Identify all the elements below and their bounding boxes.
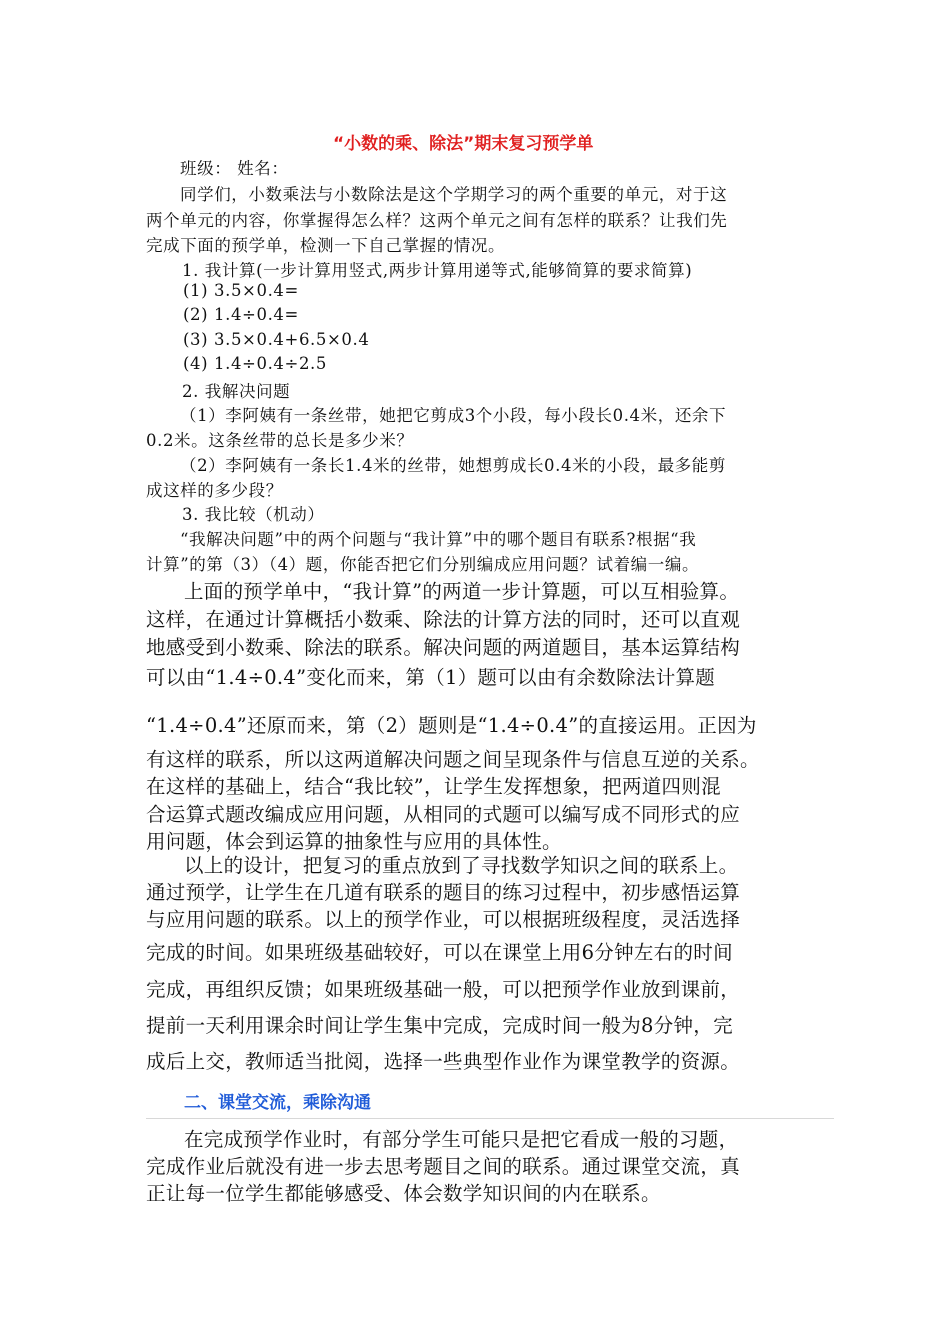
q2-line: 成这样的多少段？ [146,481,283,500]
q3-line: “我解决问题”中的两个问题与“我计算”中的哪个题目有联系?根据“我 [180,530,697,549]
q2-line: 0.2米。这条丝带的总长是多少米？ [146,431,414,450]
body-line: 提前一天利用课余时间让学生集中完成，完成时间一般为8分钟，完 [146,1014,733,1037]
body-line: 可以由“1.4÷0.4”变化而来，第（1）题可以由有余数除法计算题 [146,666,716,689]
q2-line: （2）李阿姨有一条长1.4米的丝带，她想剪成长0.4米的小段，最多能剪 [180,456,726,475]
body-line: 正让每一位学生都能够感受、体会数学知识间的内在联系。 [146,1182,661,1205]
intro-line: 完成下面的预学单，检测一下自己掌握的情况。 [146,236,506,255]
body-line: 地感受到小数乘、除法的联系。解决问题的两道题目，基本运算结构 [146,636,741,659]
intro-line: 两个单元的内容，你掌握得怎么样？这两个单元之间有怎样的联系？让我们先 [146,211,728,230]
body-line: “1.4÷0.4”还原而来，第（2）题则是“1.4÷0.4”的直接运用。正因为 [146,714,757,737]
body-line: 在这样的基础上，结合“我比较”，让学生发挥想象，把两道四则混 [146,775,721,798]
q3-line: 计算”的第（3）（4）题，你能否把它们分别编成应用问题？试着编一编。 [146,555,700,574]
q1-item: (3) 3.5×0.4+6.5×0.4 [183,330,370,349]
body-line: 与应用问题的联系。以上的预学作业，可以根据班级程度，灵活选择 [146,908,741,931]
q1-item: (4) 1.4÷0.4÷2.5 [183,354,327,373]
q1-heading: 1. 我计算(一步计算用竖式,两步计算用递等式,能够简算的要求简算) [182,261,693,280]
body-line: 完成的时间。如果班级基础较好，可以在课堂上用6分钟左右的时间 [146,941,733,964]
body-line: 完成作业后就没有进一步去思考题目之间的联系。通过课堂交流，真 [146,1155,741,1178]
intro-line: 同学们，小数乘法与小数除法是这个学期学习的两个重要的单元，对于这 [180,185,728,204]
body-line: 合运算式题改编成应用问题，从相同的式题可以编写成不同形式的应 [146,803,741,826]
body-line: 完成，再组织反馈；如果班级基础一般，可以把预学作业放到课前， [146,978,741,1001]
section-divider [146,1118,834,1119]
q1-item: (1) 3.5×0.4= [183,281,299,300]
body-line: 以上的设计，把复习的重点放到了寻找数学知识之间的联系上。 [184,854,739,877]
body-line: 用问题，体会到运算的抽象性与应用的具体性。 [146,830,562,853]
q2-line: （1）李阿姨有一条丝带，她把它剪成3个小段，每小段长0.4米，还余下 [180,406,727,425]
class-name-line: 班级： 姓名： [180,159,289,178]
body-line: 这样，在通过计算概括小数乘、除法的计算方法的同时，还可以直观 [146,608,741,631]
q1-item: (2) 1.4÷0.4= [183,305,299,324]
q3-heading: 3. 我比较（机动） [182,505,325,524]
body-line: 通过预学，让学生在几道有联系的题目的练习过程中，初步感悟运算 [146,881,741,904]
body-line: 有这样的联系，所以这两道解决问题之间呈现条件与信息互逆的关系。 [146,748,760,771]
body-line: 在完成预学作业时，有部分学生可能只是把它看成一般的习题， [184,1128,739,1151]
section-heading: 二、课堂交流，乘除沟通 [184,1093,371,1113]
body-line: 上面的预学单中，“我计算”的两道一步计算题，可以互相验算。 [184,580,740,603]
body-line: 成后上交，教师适当批阅，选择一些典型作业作为课堂教学的资源。 [146,1050,741,1073]
q2-heading: 2. 我解决问题 [182,382,291,401]
document-title: “小数的乘、除法”期末复习预学单 [333,134,594,154]
